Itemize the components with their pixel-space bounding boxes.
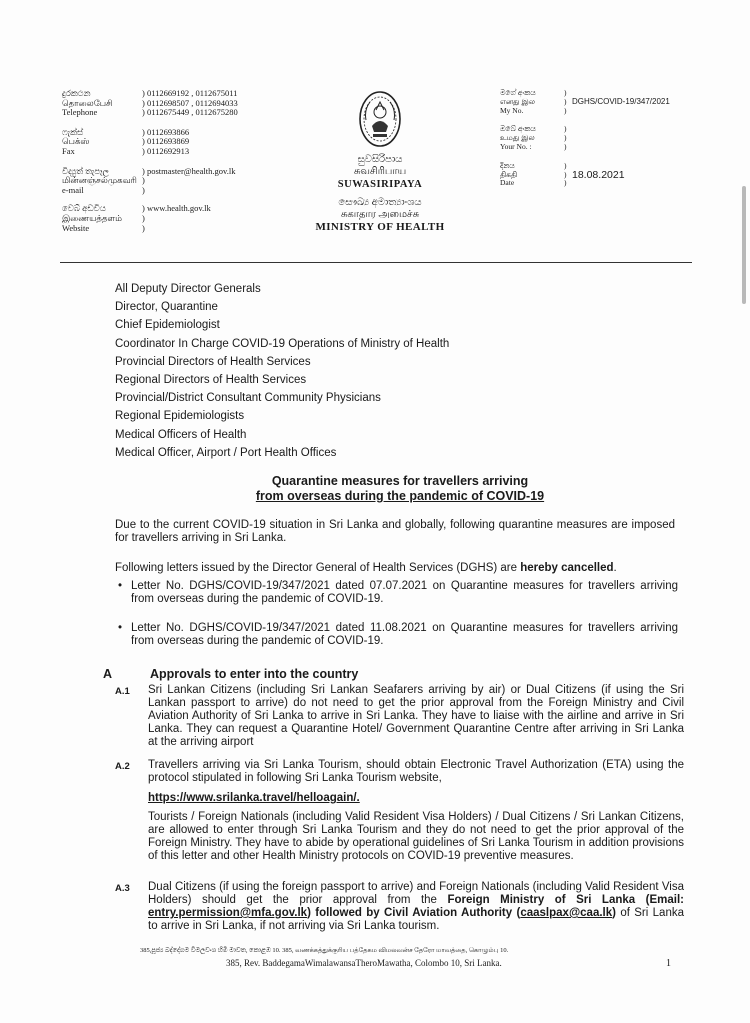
addressee: Regional Directors of Health Services (115, 374, 307, 387)
contact-label: Fax (62, 145, 75, 156)
contact-value: ) 0112675449 , 0112675280 (142, 107, 238, 118)
list-item (118, 580, 678, 606)
ref-paren: ) (564, 124, 567, 134)
addressee: Medical Officers of Health (115, 428, 247, 441)
name-english: SUWASIRIPAYA (337, 179, 423, 190)
clause-a1-text: Sri Lankan Citizens (including Sri Lankan Seafarers arriving by air) or Dual Citizens (if using the Sri Lankan passport to arrive) do not need to get the prior approval from the Foreign Ministry and Civil Aviation Authority of Sri Lanka to arrive in Sri Lanka. They have to liaise with the airline and arrive in Sri Lanka. They can request a Quarantine Hotel/ Government Quarantine Centre after arriving in Sri Lanka at the arriving airport (148, 684, 684, 748)
contact-value: ) (142, 212, 145, 223)
page-number: 1 (666, 958, 671, 969)
contact-value: ) www.health.gov.lk (142, 203, 211, 214)
a3-bold-1: Foreign Ministry of Sri Lanka (Email: (447, 894, 684, 906)
ref-label: Date (500, 178, 515, 188)
ref-label: දිනය (500, 160, 515, 170)
addressee: Coordinator In Charge COVID-19 Operations of Ministry of Health (115, 337, 450, 350)
ref-paren: ) (564, 169, 567, 179)
cancelled-letter-1: Letter No. DGHS/COVID-19/347/2021 dated 07.07.2021 on Quarantine measures for travellers arriving from overseas during the pandemic of COVID-19. (131, 580, 678, 605)
contact-label: பெக்ஸ் (62, 136, 90, 147)
contact-value: ) (142, 175, 145, 186)
ref-paren: ) (564, 105, 567, 115)
contact-value: ) 0112669192 , 0112675011 (142, 88, 238, 98)
foreign-ministry-email-link[interactable]: entry.permission@mfa.gov.lk (148, 907, 308, 919)
state-emblem-icon (358, 90, 402, 148)
contact-label: Website (62, 222, 90, 233)
ref-paren: ) (564, 88, 567, 97)
ref-label: මගේ අංකය (500, 88, 536, 97)
name-tamil: சுவசிரிபாய (353, 166, 407, 177)
contact-value: ) 0112692913 (142, 145, 190, 156)
contact-label: இணையத்தளம் (62, 212, 122, 223)
ref-label: உமது இல (500, 133, 535, 143)
contact-label: ෆැක්ස් (62, 126, 84, 137)
letter-title (100, 474, 700, 504)
letter-date: 18.08.2021 (572, 168, 625, 181)
header-divider (60, 262, 692, 263)
contact-label: e-mail (62, 184, 84, 195)
caa-email-link[interactable]: caaslpax@caa.lk (520, 907, 613, 919)
ref-paren: ) (564, 96, 567, 106)
ref-paren: ) (564, 178, 567, 188)
addressee-list (115, 280, 449, 462)
footer-line-1: 385,පූජ්‍ය බද්දේගම විමලවංශ හිමි මාවත, කොළඹ 10. 385, வணக்கத்துக்குரிய பத்தேகம விமலவன்ச தேரோ மாவத்தை, கொழும்பு 10. (140, 947, 509, 954)
contact-label: தொலைபேசி (62, 97, 113, 108)
contact-value: ) (142, 222, 145, 233)
cancelled-letters-paragraph (115, 562, 675, 575)
clause-number: A.1 (115, 686, 130, 697)
ministry-sinhala: සෞඛ්‍ය අමාත්‍යාංශය (338, 197, 422, 208)
a3-bold-2: ) followed by Civil Aviation Authority ( (307, 907, 521, 919)
addressee: Regional Epidemiologists (115, 410, 245, 423)
clause-a2-text: Travellers arriving via Sri Lanka Tourism, should obtain Electronic Travel Authorization (ETA) using the protocol stipulated in following Sri Lanka Tourism website, (148, 759, 684, 784)
ref-label: திகதி (500, 169, 518, 179)
contact-label: දුරකථන (62, 88, 91, 98)
ref-label: ඔබේ අංකය (500, 124, 536, 134)
scrollbar[interactable] (742, 186, 746, 304)
section-a-title: Approvals to enter into the country (150, 667, 359, 681)
ref-paren: ) (564, 133, 567, 143)
addressee: Provincial Directors of Health Services (115, 355, 311, 368)
cancelled-text: Following letters issued by the Director General of Health Services (DGHS) are (115, 562, 521, 574)
clause-a2-text-continued: Tourists / Foreign Nationals (including Valid Resident Visa Holders) / Dual Citizens / Sri Lankan Citizens, are allowed to enter through Sri Lanka Tourism and they do not need to get the prior approval of the Foreign Ministry. They have to abide by operational guidelines of Sri Lanka Tourism in addition provisions of this letter and other Health Ministry protocols on COVID-19 preventive measures. (148, 811, 684, 862)
contact-label: மின்னஞ்சல்முகவரி (62, 175, 137, 186)
contact-value: ) (142, 184, 145, 195)
bullet-icon: • (118, 580, 123, 592)
ministry-english: MINISTRY OF HEALTH (315, 221, 445, 233)
a3-post: of Sri Lanka to arrive in Sri Lanka, if not arriving via Sri Lanka tourism. (148, 907, 684, 932)
list-item (118, 622, 678, 648)
contact-block (62, 89, 238, 233)
addressee: All Deputy Director Generals (115, 283, 261, 295)
contact-value: ) postmaster@health.gov.lk (142, 165, 236, 176)
addressee: Provincial/District Consultant Community Physicians (115, 392, 381, 405)
intro-paragraph: Due to the current COVID-19 situation in Sri Lanka and globally, following quarantine measures are imposed for travellers arriving in Sri Lanka. (115, 519, 675, 544)
contact-label: වෙබ් අඩවිය (62, 203, 106, 214)
addressee: Director, Quarantine (115, 301, 218, 314)
ref-paren: ) (564, 141, 567, 151)
a3-pre: Dual Citizens (if using the foreign passport to arrive) and Foreign Nationals (including Valid Resident Visa Holders) should get the prior approval from the (148, 881, 684, 906)
ref-label: My No. (500, 105, 524, 115)
reference-block (500, 89, 670, 188)
contact-value: ) 0112698507 , 0112694033 (142, 97, 238, 108)
my-reference-number: DGHS/COVID-19/347/2021 (572, 96, 670, 106)
a3-bold-3: ) (612, 907, 616, 919)
contact-value: ) 0112693866 (142, 126, 190, 137)
clause-number: A.2 (115, 761, 130, 772)
title-line-2: from overseas during the pandemic of COVID-19 (255, 489, 545, 503)
contact-value: ) 0112693869 (142, 136, 190, 147)
cancelled-end: . (613, 562, 617, 574)
bullet-icon: • (118, 622, 123, 634)
ref-label: Your No. : (500, 141, 532, 151)
addressee: Medical Officer, Airport / Port Health Offices (115, 446, 337, 459)
footer-address (140, 947, 660, 968)
clause-a3-text (148, 881, 684, 933)
addressee: Chief Epidemiologist (115, 319, 220, 332)
section-a-letter: A (103, 667, 113, 681)
clause-number: A.3 (115, 883, 130, 894)
footer-line-2: 385, Rev. BaddegamaWimalawansaTheroMawatha, Colombo 10, Sri Lanka. (226, 958, 502, 968)
ref-paren: ) (564, 160, 567, 170)
ref-label: எனது இல (500, 96, 536, 106)
cancelled-emphasis: hereby cancelled (520, 562, 614, 574)
contact-label: Telephone (62, 107, 98, 118)
cancelled-letter-2: Letter No. DGHS/COVID-19/347/2021 dated 11.08.2021 on Quarantine measures for travellers arriving from overseas during the pandemic of COVID-19. (131, 622, 678, 647)
name-sinhala: සුවසිරිපාය (357, 154, 403, 165)
tourism-website-link[interactable]: https://www.srilanka.travel/helloagain/. (148, 792, 360, 804)
ministry-tamil: சுகாதார அமைச்சு (340, 209, 420, 220)
ministry-header (300, 90, 460, 234)
title-line-1: Quarantine measures for travellers arriving (271, 474, 529, 488)
contact-label: විද්‍යුත් තැපෑල (62, 165, 110, 176)
